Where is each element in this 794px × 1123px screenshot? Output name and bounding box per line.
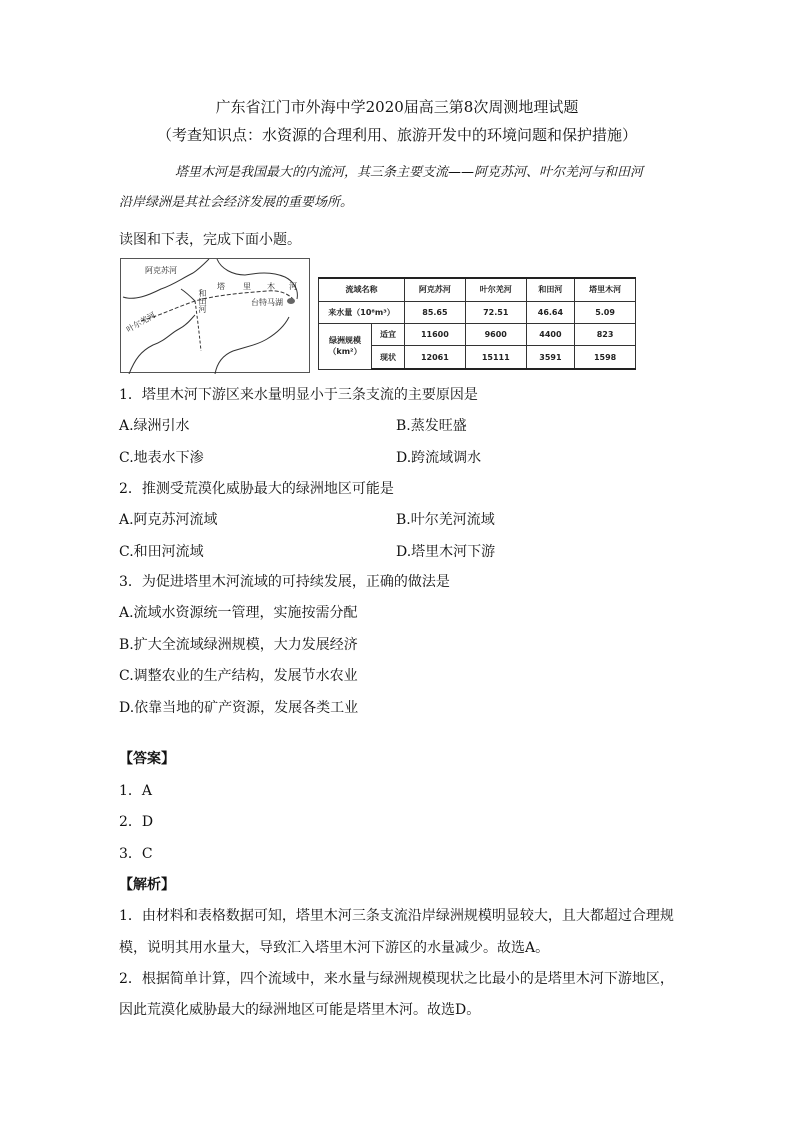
- akesu-river-line: [181, 289, 195, 301]
- question-2-option-c: C.和田河流域: [119, 544, 204, 560]
- map-boundary-line: [215, 317, 289, 374]
- intro-paragraph: [119, 158, 689, 218]
- table-header-cell: 阿克苏河: [405, 278, 466, 301]
- table-header-cell: 叶尔羌河: [465, 278, 526, 301]
- table-sub-label: 现状: [372, 346, 405, 369]
- question-1-option-b: B.蒸发旺盛: [396, 418, 467, 434]
- label-hetian-river: 和田河: [198, 289, 207, 313]
- table-cell: 1598: [575, 346, 636, 369]
- table-header-cell: 塔里木河: [575, 278, 636, 301]
- intro-line-1: 塔里木河是我国最大的内流河，其三条主要支流——阿克苏河、叶尔羌河与和田河: [175, 165, 644, 180]
- question-1-stem: 1．塔里木河下游区来水量明显小于三条支流的主要原因是: [119, 387, 478, 403]
- table-cell: 823: [575, 323, 636, 345]
- table-cell: 5.09: [575, 301, 636, 323]
- water-oasis-table: [318, 277, 636, 370]
- table-sub-label: 适宜: [372, 323, 405, 345]
- question-1-option-a: A.绿洲引水: [119, 418, 190, 434]
- label-taitema-lake: 台特马湖: [251, 298, 283, 307]
- analysis-heading: 【解析】: [119, 877, 175, 893]
- question-3-option-c: C.调整农业的生产结构，发展节水农业: [119, 668, 358, 684]
- answer-heading: 【答案】: [119, 751, 175, 767]
- answer-item-2: 2．D: [119, 814, 154, 830]
- question-1-option-c: C.地表水下渗: [119, 450, 204, 466]
- label-yeerqiang-river: 叶尔羌河: [124, 310, 158, 335]
- label-mu: 木: [267, 282, 275, 291]
- table-cell: 46.64: [526, 301, 575, 323]
- tarim-river-map: [120, 258, 310, 373]
- question-3-stem: 3．为促进塔里木河流域的可持续发展，正确的做法是: [119, 574, 450, 590]
- label-akesu-river: 阿克苏河: [145, 266, 177, 275]
- table-row-water: [319, 301, 636, 323]
- label-ta: 塔: [217, 282, 225, 291]
- question-3-option-a: A.流域水资源统一管理，实施按需分配: [119, 605, 358, 621]
- table-cell: 4400: [526, 323, 575, 345]
- label-he: 河: [289, 282, 297, 291]
- table-row-label: 来水量（10⁸m³）: [319, 301, 405, 323]
- taitema-lake: [287, 298, 295, 304]
- question-2-stem: 2．推测受荒漠化威胁最大的绿洲地区可能是: [119, 481, 394, 497]
- table-cell: 12061: [405, 346, 466, 369]
- question-3-option-d: D.依靠当地的矿产资源，发展各类工业: [119, 700, 359, 716]
- answer-item-1: 1．A: [119, 783, 153, 799]
- question-3-option-b: B.扩大全流域绿洲规模，大力发展经济: [119, 637, 358, 653]
- question-2-option-b: B.叶尔羌河流域: [396, 512, 495, 528]
- question-2-option-a: A.阿克苏河流域: [119, 512, 218, 528]
- table-cell: 9600: [465, 323, 526, 345]
- answer-item-3: 3．C: [119, 846, 153, 862]
- label-li: 里: [243, 282, 251, 291]
- table-header-row: [319, 278, 636, 301]
- table-header-cell: 和田河: [526, 278, 575, 301]
- table-cell: 11600: [405, 323, 466, 345]
- document-subtitle: （考查知识点：水资源的合理利用、旅游开发中的环境问题和保护措施）: [156, 126, 637, 144]
- table-cell: 85.65: [405, 301, 466, 323]
- document-title: 广东省江门市外海中学2020届高三第8次周测地理试题: [215, 98, 579, 116]
- table-cell: 3591: [526, 346, 575, 369]
- analysis-p1-line2: 模，说明其用水量大，导致汇入塔里木河下游区的水量减少。故选A。: [119, 940, 550, 956]
- question-1-option-d: D.跨流域调水: [396, 450, 482, 466]
- table-header-cell: 流域名称: [319, 278, 405, 301]
- instruction-text: 读图和下表，完成下面小题。: [119, 232, 301, 248]
- intro-line-2: 沿岸绿洲是其社会经济发展的重要场所。: [119, 195, 354, 210]
- analysis-p2-line1: 2．根据简单计算，四个流域中，来水量与绿洲规模现状之比最小的是塔里木河下游地区，: [119, 971, 674, 987]
- analysis-p2-line2: 因此荒漠化威胁最大的绿洲地区可能是塔里木河。故选D。: [119, 1002, 481, 1018]
- table-cell: 15111: [465, 346, 526, 369]
- question-2-option-d: D.塔里木河下游: [396, 544, 496, 560]
- map-boundary-line: [217, 259, 297, 299]
- table-row-label: 绿洲规模（km²）: [319, 323, 372, 369]
- table-cell: 72.51: [465, 301, 526, 323]
- analysis-p1-line1: 1．由材料和表格数据可知，塔里木河三条支流沿岸绿洲规模明显较大，且大都超过合理规: [119, 908, 674, 924]
- table-row-suitable: [319, 323, 636, 345]
